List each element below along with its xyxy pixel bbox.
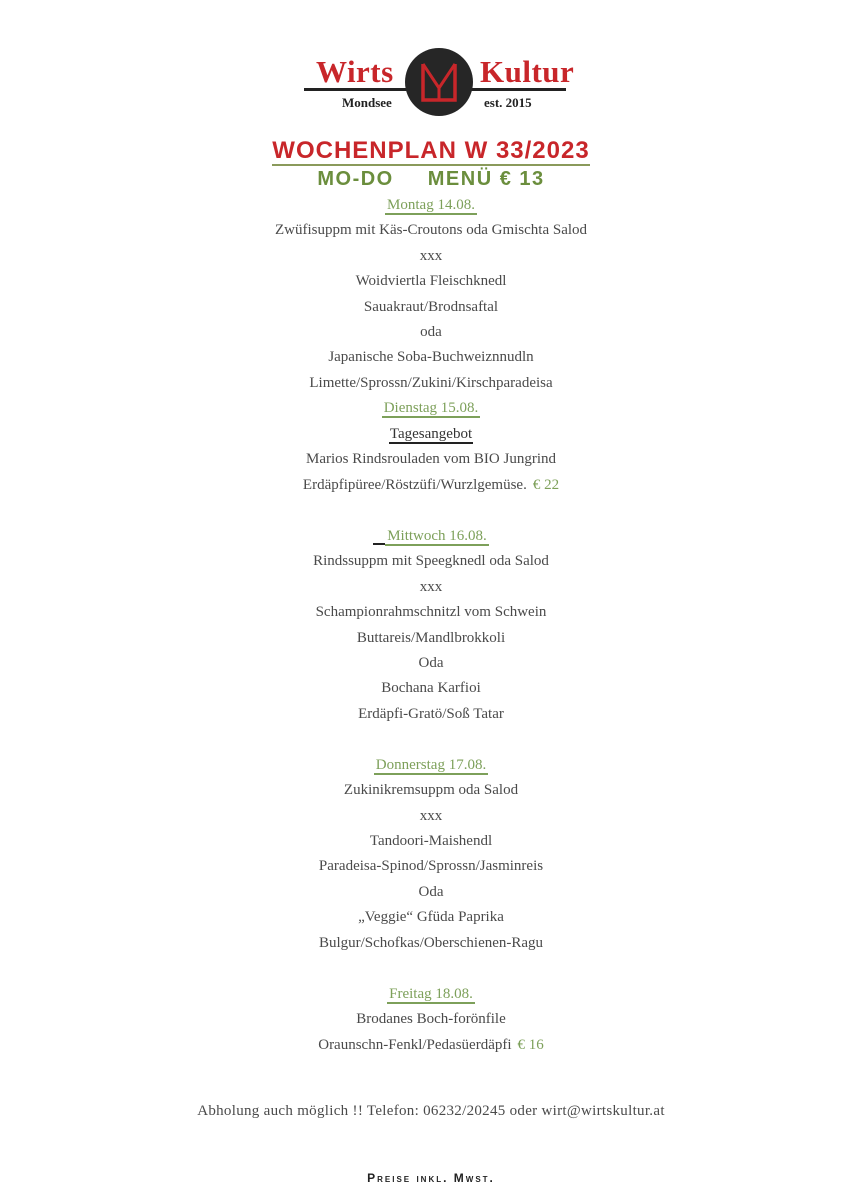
menu-line: Oraunschn-Fenkl/Pedasüerdäpfi [318, 1037, 512, 1053]
special-offer-label: Tagesangebot [389, 426, 473, 442]
menu-line: Bochana Karfioi [381, 680, 481, 696]
menu-line: Brodanes Boch-forönfile [356, 1011, 506, 1027]
menu-subtitle [0, 168, 862, 191]
menu-line: xxx [419, 579, 443, 595]
menu-line: xxx [419, 808, 443, 824]
menu-line: Bulgur/Schofkas/Oberschienen-Ragu [318, 935, 544, 951]
day-label: Freitag 18.08. [389, 986, 473, 1002]
menu-line: „Veggie“ Gfüda Paprika [358, 909, 504, 925]
day-label: Mittwoch 16.08. [387, 528, 487, 544]
menu-line: Marios Rindsrouladen vom BIO Jungrind [306, 451, 556, 467]
price: € 22 [532, 477, 560, 493]
menu-line: Tandoori-Maishendl [369, 833, 493, 849]
page-title-wrap [0, 137, 862, 165]
menu-line: Rindssuppm mit Speegknedl oda Salod [313, 553, 549, 569]
day-heading-friday [0, 984, 862, 1004]
menu-line: Limette/Sprossn/Zukini/Kirschparadeisa [309, 375, 553, 391]
prices-note: Preise inkl. Mwst. [367, 1171, 495, 1185]
menu-line: Zukinikremsuppm oda Salod [343, 782, 519, 798]
menu-line: Erdäpfipüree/Röstzüfi/Wurzlgemüse. [302, 477, 527, 493]
days-range: MO-DO [317, 168, 394, 190]
menu-line: Sauakraut/Brodnsaftal [363, 299, 499, 315]
price: € 16 [517, 1037, 544, 1053]
day-heading-wednesday [0, 526, 862, 546]
menu-line-with-price [0, 475, 862, 495]
day-label: Montag 14.08. [387, 197, 475, 213]
logo [0, 40, 862, 130]
menu-line: xxx [419, 248, 443, 264]
menu-price: MENÜ € 13 [427, 168, 545, 190]
day-heading-tuesday [0, 398, 862, 418]
day-label: Donnerstag 17.08. [375, 757, 487, 773]
menu-line: Erdäpfi-Gratö/Soß Tatar [358, 706, 504, 722]
day-label: Dienstag 15.08. [383, 400, 479, 416]
menu-line: Buttareis/Mandlbrokkoli [356, 630, 506, 646]
logo-word-right: Kultur [480, 54, 575, 89]
contact-info: Abholung auch möglich !! Telefon: 06232/20245 oder wirt@wirtskultur.at [197, 1103, 665, 1119]
day-heading-thursday [0, 755, 862, 775]
menu-line: Oda [418, 884, 444, 900]
menu-line: Japanische Soba-Buchweiznnudln [328, 349, 534, 365]
page-title: WOCHENPLAN W 33/2023 [272, 137, 590, 164]
menu-line: Woidviertla Fleischknedl [355, 273, 507, 289]
logo-mark [302, 40, 575, 130]
logo-circle-w-icon [405, 48, 473, 116]
underline-mark [373, 543, 385, 545]
day-heading-monday [0, 195, 862, 215]
menu-line-with-price [0, 1035, 862, 1055]
menu-line: Oda [418, 655, 444, 671]
logo-sub-right: est. 2015 [484, 95, 532, 110]
menu-line: Schampionrahmschnitzl vom Schwein [315, 604, 547, 620]
logo-sub-left: Mondsee [342, 95, 392, 110]
logo-word-left: Wirts [316, 54, 394, 89]
menu-line: oda [420, 324, 442, 340]
menu-line: Zwüfisuppm mit Käs-Croutons oda Gmischta Salod [274, 222, 588, 238]
special-offer-heading [0, 424, 862, 444]
menu-line: Paradeisa-Spinod/Sprossn/Jasminreis [318, 858, 544, 874]
